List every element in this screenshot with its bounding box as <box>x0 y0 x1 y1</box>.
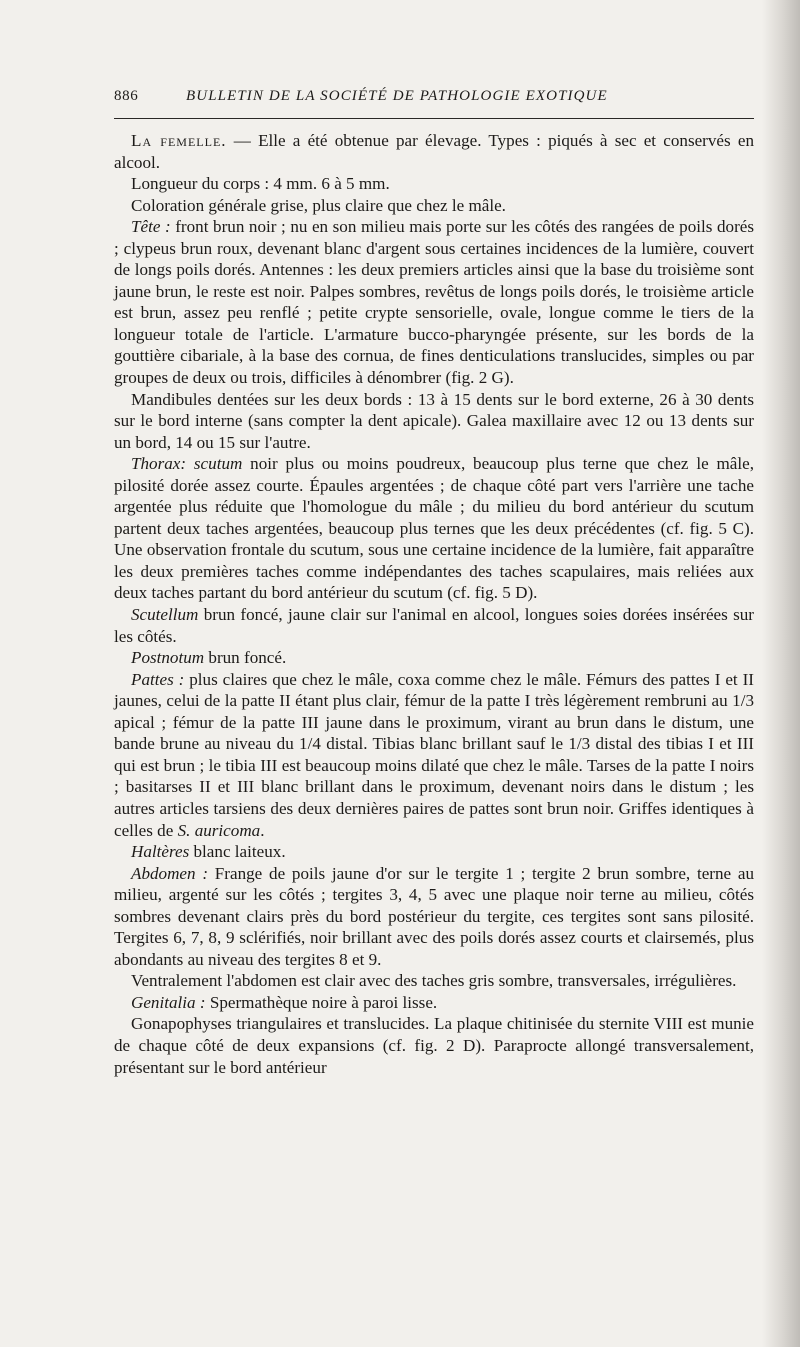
paragraph-mandibles <box>114 389 754 454</box>
species-name: S. auricoma <box>177 820 261 840</box>
paragraph-genitalia <box>114 992 754 1014</box>
paragraph-coloration <box>114 195 754 217</box>
paragraph-lead: Haltères <box>131 842 190 862</box>
paragraph-text: blanc laiteux. <box>189 842 286 862</box>
paragraph-abdomen <box>114 863 754 971</box>
paragraph-head <box>114 216 754 388</box>
paragraph-scutellum <box>114 604 754 647</box>
paragraph-thorax <box>114 453 754 604</box>
paragraph-lead: Thorax: scutum <box>131 454 243 474</box>
paragraph-text: plus claires que chez le mâle, coxa comme chez le mâle. Fémurs des pattes I et II jaunes, celui de la patte II étant plus clair, fémur de la patte I très légèrement rembruni au 1/3 apical ; fémur de la patte III jaune dans le proximum, virant au brun dans le distum, une bande brune au niveau du 1/4 distal. Tibias blanc brillant sauf le 1/3 distal des tibias I et III qui est brun ; le tibia III est beaucoup moins dilaté que chez le mâle. Tarses de la patte I noirs ; basitarses II et III blanc brillant dans le proximum, devenant noirs dans le distum ; les autres articles tarsiens des deux dernières paires de pattes sont brun noir. Griffes identiques à celles de <box>114 669 754 840</box>
paragraph-lead: Tête : <box>131 217 171 237</box>
paragraph-text: Ventralement l'abdomen est clair avec des taches gris sombre, transversales, irrégulières. <box>131 971 737 991</box>
paragraph-text: Frange de poils jaune d'or sur le tergite 1 ; tergite 2 brun sombre, terne au milieu, argenté sur les côtés ; tergites 3, 4, 5 avec une plaque noir terne au milieu, côtés sombres devenant clairs près du bord postérieur du tergite, ces tergites sont sans pilosité. Tergites 6, 7, 8, 9 sclérifiés, noir brillant avec des poils dorés assez courts et clairsemés, plus abondants au niveau des tergites 8 et 9. <box>114 863 755 969</box>
paragraph-body-length <box>114 173 754 195</box>
page-number: 886 <box>114 88 139 104</box>
section-heading: La femelle. <box>131 131 227 150</box>
paragraph-tail: . <box>260 820 265 840</box>
paragraph-text: — Elle a été obtenue par élevage. Types : piqués à sec et conservés en alcool. <box>114 131 754 172</box>
paragraph-text: brun foncé, jaune clair sur l'animal en alcool, longues soies dorées insérées sur les côtés. <box>114 605 754 646</box>
paragraph-text: Gonapophyses triangulaires et translucides. La plaque chitinisée du sternite VIII est munie de chaque côté de deux expansions (cf. fig. 2 D). Paraprocte allongé transversalement, présentant sur le bord antérieur <box>114 1014 754 1077</box>
paragraph-gonapophyses <box>114 1013 754 1078</box>
page-edge-shadow <box>762 0 800 1347</box>
paragraph-lead: Scutellum <box>131 605 199 625</box>
paragraph-legs <box>114 669 754 841</box>
paragraph-text: front brun noir ; nu en son milieu mais porte sur les côtés des rangées de poils dorés ; clypeus brun roux, devenant blanc d'argent sous certaines incidences de la lumière, couvert de longs poils dorés. Antennes : les deux premiers articles ainsi que la base du troisième sont jaune brun, le reste est noir. Palpes sombres, revêtus de longs poils dorés, le troisième article est brun, assez peu renflé ; petite crypte sensorielle, ovale, longue comme le tiers de la longueur totale de l'article. L'armature bucco-pharyngée présente, sur les bords de la gouttière cibariale, à la base des cornua, de fines denticulations translucides, simples ou par groupes de deux ou trois, difficiles à dénombrer (fig. 2 G). <box>114 217 754 388</box>
paragraph-female-intro <box>114 130 754 173</box>
paragraph-halteres <box>114 841 754 863</box>
paragraph-postnotum <box>114 647 754 669</box>
paragraph-text: Longueur du corps : 4 mm. 6 à 5 mm. <box>131 174 390 194</box>
running-head <box>114 88 754 112</box>
paragraph-lead: Genitalia : <box>131 992 206 1012</box>
paragraph-lead: Pattes : <box>131 669 185 689</box>
article-body <box>114 130 754 1078</box>
paragraph-text: Mandibules dentées sur les deux bords : 13 à 15 dents sur le bord externe, 26 à 30 dents sur le bord interne (sans compter la dent apicale). Galea maxillaire avec 12 ou 13 dents sur un bord, 14 ou 15 sur l'autre. <box>114 389 754 452</box>
paragraph-lead: Abdomen : <box>131 863 209 883</box>
paragraph-lead: Postnotum <box>131 648 205 668</box>
paragraph-text: noir plus ou moins poudreux, beaucoup plus terne que chez le mâle, pilosité dorée assez courte. Épaules argentées ; de chaque côté part vers l'arrière une tache argentée plus réduite que l'homologue du mâle ; du milieu du bord antérieur du scutum partent deux taches argentées, beaucoup plus ternes que les deux précédentes (cf. fig. 5 C). Une observation frontale du scutum, sous une certaine incidence de la lumière, fait apparaître les deux premières taches comme indépendantes des taches scapulaires, mais reliées aux deux taches partant du bord antérieur du scutum (cf. fig. 5 D). <box>114 454 754 603</box>
paragraph-ventral <box>114 970 754 992</box>
paragraph-text: Coloration générale grise, plus claire que chez le mâle. <box>131 195 506 215</box>
paragraph-text: Spermathèque noire à paroi lisse. <box>205 992 438 1012</box>
paragraph-text: brun foncé. <box>204 648 287 668</box>
journal-title: BULLETIN DE LA SOCIÉTÉ DE PATHOLOGIE EXOTIQUE <box>186 88 608 104</box>
header-rule <box>114 118 754 119</box>
